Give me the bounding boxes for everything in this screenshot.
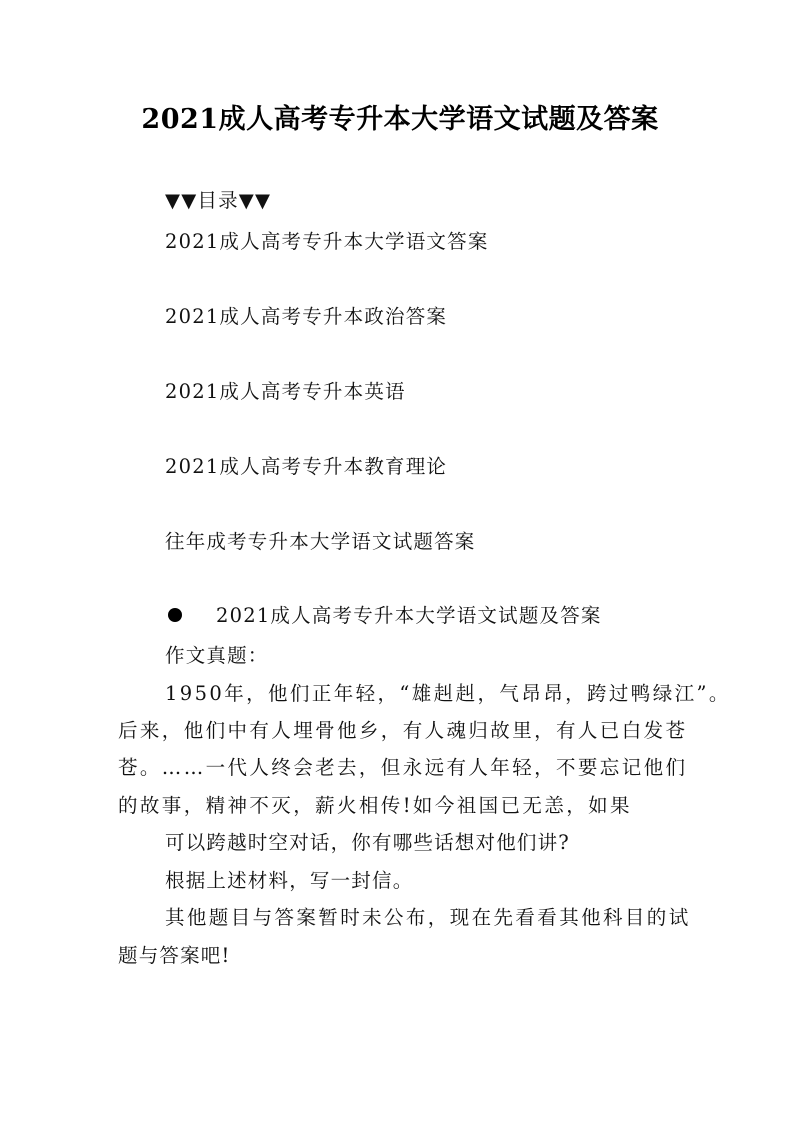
toc-item-politics-answers[interactable]: 2021成人高考专升本政治答案 [165,305,448,328]
body-line-3: 苍。……一代人终会老去，但永远有人年轻，不要忘记他们 [118,756,688,779]
document-title: 2021成人高考专升本大学语文试题及答案 [141,104,659,135]
section-heading-text: 2021成人高考专升本大学语文试题及答案 [216,604,602,627]
toc-item-english[interactable]: 2021成人高考专升本英语 [165,380,406,403]
body-line-8: 题与答案吧! [118,944,231,967]
body-line-1: 1950年，他们正年轻，“雄赳赳，气昂昂，跨过鸭绿江”。 [165,682,731,705]
bullet-icon [168,608,182,622]
essay-label: 作文真题： [165,644,269,667]
toc-item-past-exam-answers[interactable]: 往年成考专升本大学语文试题答案 [165,530,476,553]
section-heading [168,602,602,630]
body-line-6: 根据上述材料，写一封信。 [165,869,414,892]
body-line-5: 可以跨越时空对话，你有哪些话想对他们讲? [165,831,570,854]
body-line-4: 的故事，精神不灭，薪火相传!如今祖国已无恙，如果 [118,794,632,817]
toc-heading: ▼▼目录▼▼ [165,189,272,212]
body-line-2: 后来，他们中有人埋骨他乡，有人魂归故里，有人已白发苍 [118,719,688,742]
toc-item-chinese-answers[interactable]: 2021成人高考专升本大学语文答案 [165,230,489,253]
body-line-7: 其他题目与答案暂时未公布，现在先看看其他科目的试 [165,906,691,929]
toc-item-education-theory[interactable]: 2021成人高考专升本教育理论 [165,455,448,478]
